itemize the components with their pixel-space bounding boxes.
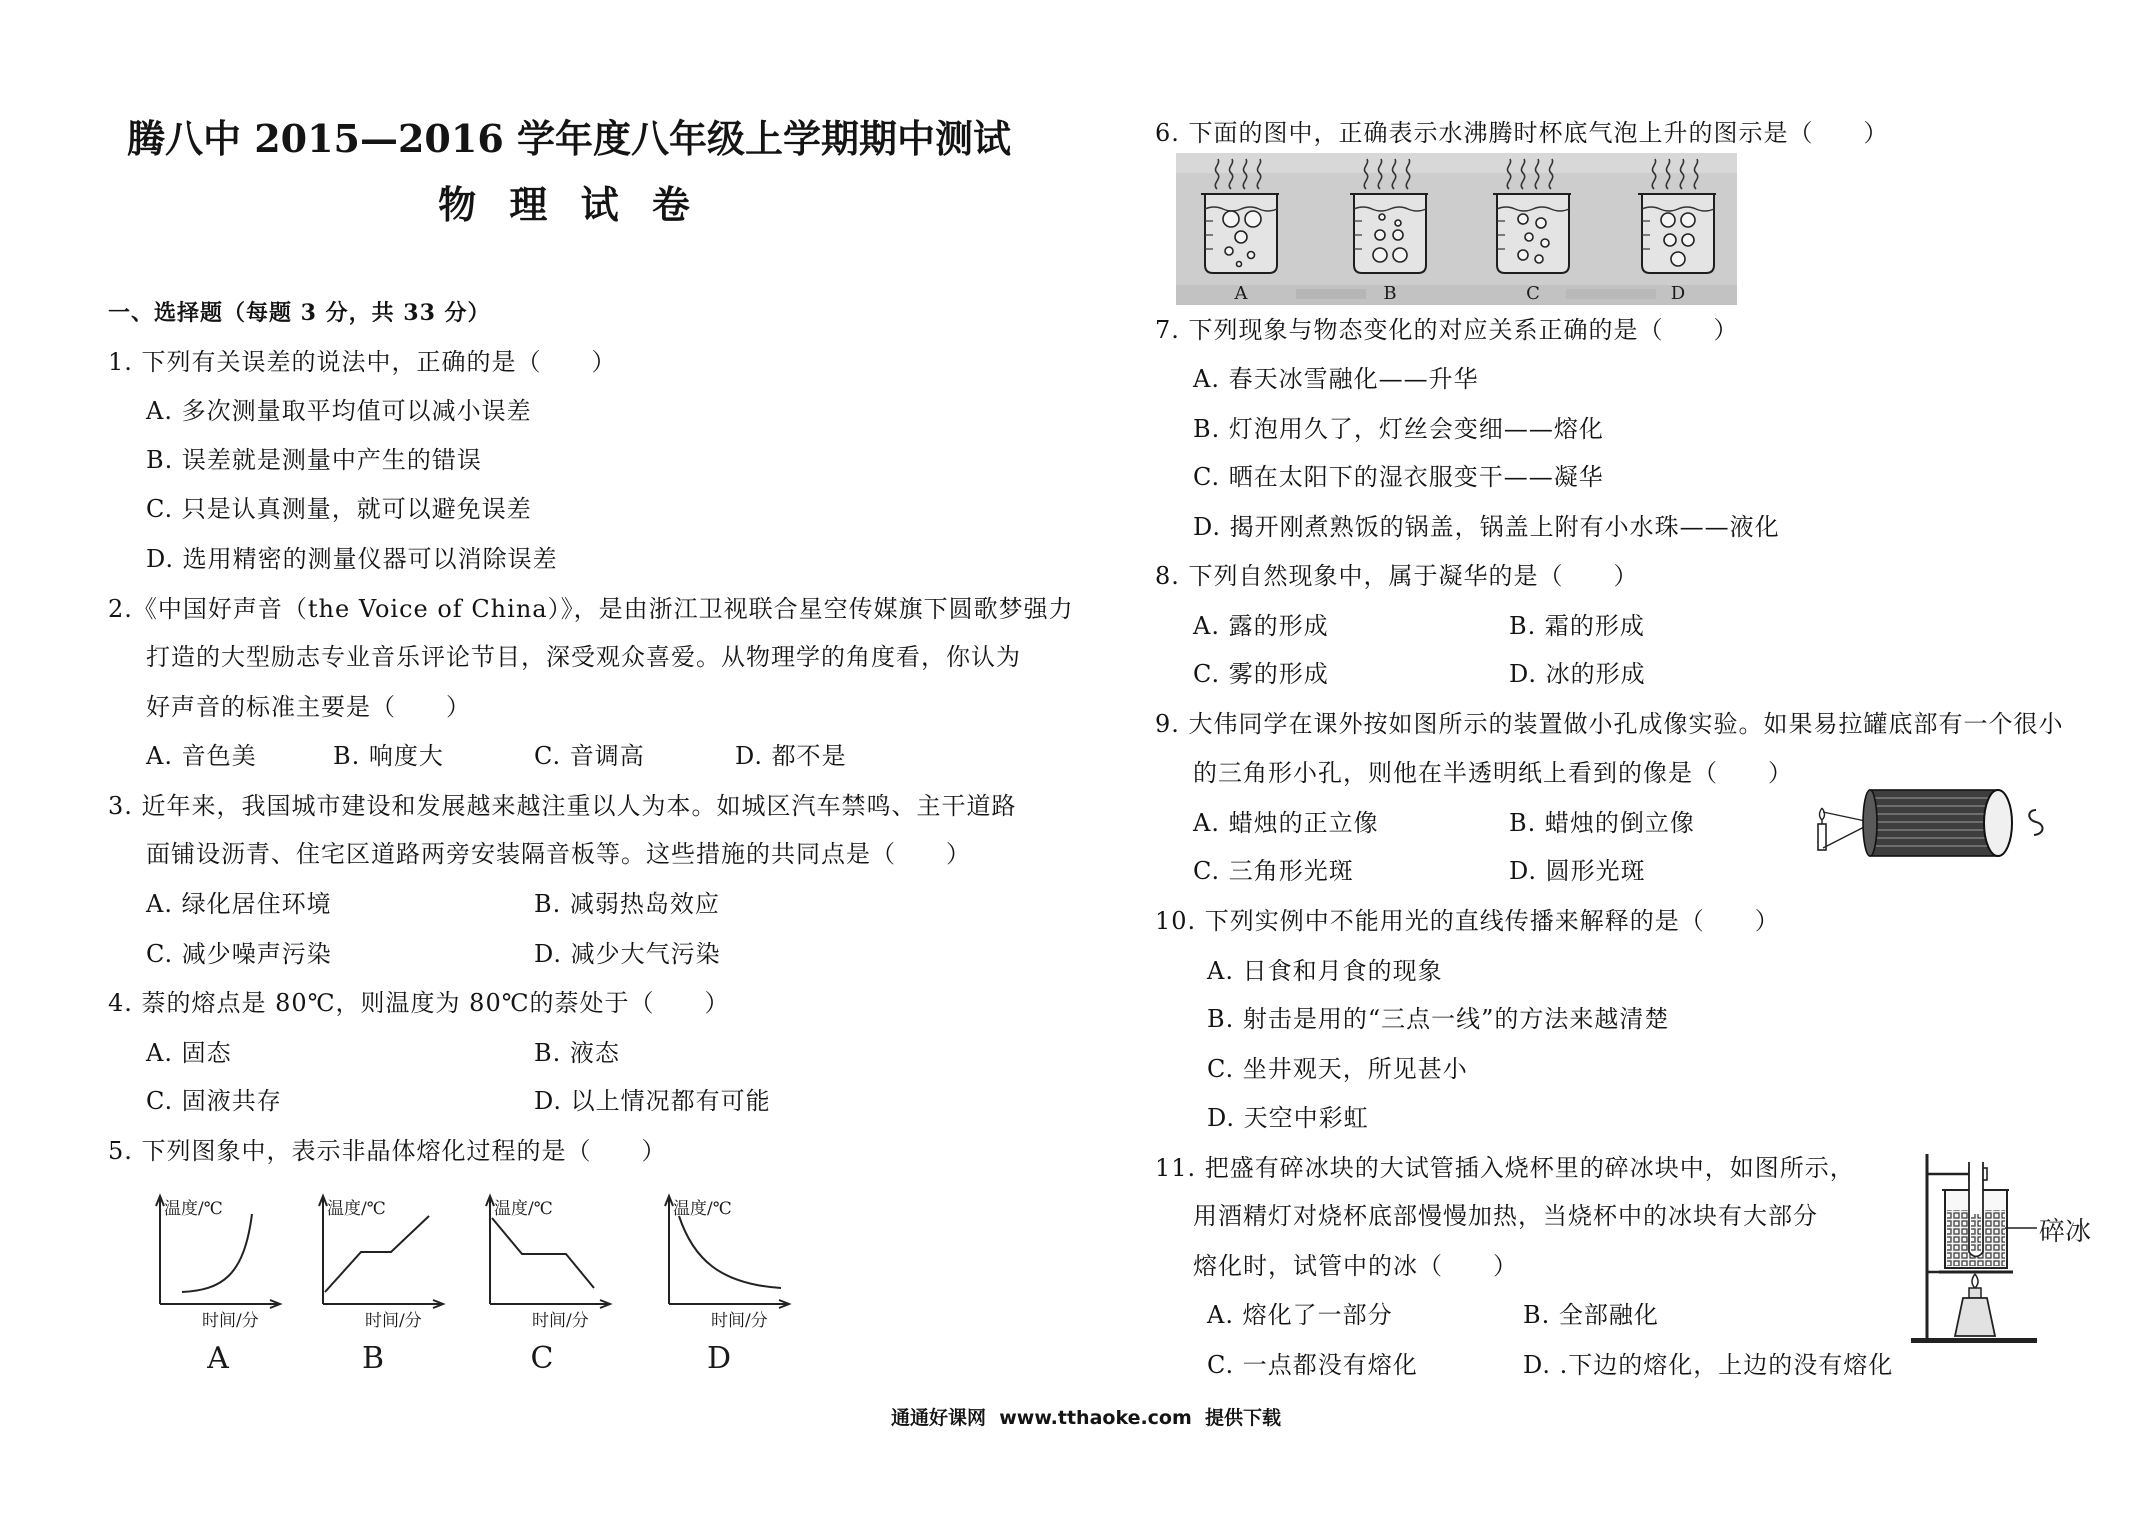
q1-option-d: D. 选用精密的测量仪器可以消除误差 — [146, 545, 558, 573]
q5-graph-c-y-label: 温度/℃ — [494, 1199, 553, 1219]
q3-option-b: B. 减弱热岛效应 — [534, 890, 720, 918]
q11-option-c: C. 一点都没有熔化 — [1207, 1351, 1418, 1379]
q9-option-c: C. 三角形光斑 — [1193, 857, 1354, 885]
q5-graph-c-curve — [492, 1218, 594, 1288]
q9-option-b: B. 蜡烛的倒立像 — [1509, 809, 1695, 837]
page-footer: 通通好课网 www.tthaoke.com 提供下载 — [890, 1407, 1282, 1429]
q3-stem-line-2: 面铺设沥青、住宅区道路两旁安装隔音板等。这些措施的共同点是（ ） — [146, 840, 971, 868]
q3-option-c: C. 减少噪声污染 — [146, 940, 332, 968]
q6-boiling-beakers-figure — [1176, 153, 1737, 305]
beaker-a-label: A — [1234, 283, 1248, 304]
eye-icon — [2029, 810, 2042, 835]
q5-stem: 5. 下列图象中，表示非晶体熔化过程的是（ ） — [108, 1137, 667, 1165]
q9-option-d: D. 圆形光斑 — [1509, 857, 1646, 885]
q10-option-d: D. 天空中彩虹 — [1207, 1104, 1369, 1132]
beaker-d-label: D — [1670, 283, 1686, 304]
q1-option-a: A. 多次测量取平均值可以减小误差 — [146, 397, 532, 425]
q5-graph-c — [470, 1188, 640, 1388]
q8-option-b: B. 霜的形成 — [1509, 612, 1645, 640]
q1-stem: 1. 下列有关误差的说法中，正确的是（ ） — [108, 348, 617, 376]
q2-stem-line-1: 2.《中国好声音（the Voice of China）》，是由浙江卫视联合星空传媒旗下圆歌梦强力 — [108, 595, 1074, 623]
q8-option-c: C. 雾的形成 — [1193, 660, 1329, 688]
q3-stem-line-1: 3. 近年来，我国城市建设和发展越来越注重以人为本。如城区汽车禁鸣、主干道路 — [108, 792, 1017, 820]
q11-option-b: B. 全部融化 — [1523, 1301, 1659, 1329]
q11-stem-line-2: 用酒精灯对烧杯底部慢慢加热，当烧杯中的冰块有大部分 — [1193, 1202, 1818, 1230]
q11-option-a: A. 熔化了一部分 — [1207, 1301, 1393, 1329]
q1-option-c: C. 只是认真测量，就可以避免误差 — [146, 495, 532, 523]
q5-graph-d-y-label: 温度/℃ — [673, 1199, 732, 1219]
q5-graph-d-letter: D — [706, 1341, 732, 1376]
q10-option-b: B. 射击是用的“三点一线”的方法来越清楚 — [1207, 1005, 1670, 1033]
q1-option-b: B. 误差就是测量中产生的错误 — [146, 446, 482, 474]
q11-stem-line-1: 11. 把盛有碎冰块的大试管插入烧杯里的碎冰块中，如图所示， — [1155, 1154, 1855, 1182]
q2-stem-line-3: 好声音的标准主要是（ ） — [146, 693, 471, 721]
q9-stem-line-2: 的三角形小孔，则他在半透明纸上看到的像是（ ） — [1193, 759, 1793, 787]
q4-option-a: A. 固态 — [146, 1039, 232, 1067]
q5-graph-d-x-label: 时间/分 — [711, 1311, 768, 1331]
q9-pinhole-camera-figure — [1812, 780, 2052, 866]
q2-stem-line-2: 打造的大型励志专业音乐评论节目，深受观众喜爱。从物理学的角度看，你认为 — [146, 643, 1021, 671]
exam-subtitle: 物 理 试 卷 — [438, 182, 700, 227]
q5-graph-a-letter: A — [207, 1341, 229, 1376]
q10-stem: 10. 下列实例中不能用光的直线传播来解释的是（ ） — [1155, 907, 1780, 935]
q2-option-b: B. 响度大 — [333, 742, 444, 770]
q8-option-d: D. 冰的形成 — [1509, 660, 1646, 688]
q5-graph-b-curve — [325, 1216, 429, 1292]
q4-option-c: C. 固液共存 — [146, 1087, 282, 1115]
q3-option-a: A. 绿化居住环境 — [146, 890, 332, 918]
test-tube-icon — [1969, 1162, 1983, 1257]
q5-graph-c-letter: C — [530, 1341, 554, 1376]
q11-option-d: D. .下边的熔化，上边的没有熔化 — [1523, 1351, 1894, 1379]
q9-stem-line-1: 9. 大伟同学在课外按如图所示的装置做小孔成像实验。如果易拉罐底部有一个很小 — [1155, 710, 2064, 738]
q5-graph-d-curve — [679, 1216, 781, 1288]
q5-graph-d — [649, 1188, 819, 1388]
q5-graph-a-curve — [182, 1214, 252, 1292]
beaker-c-label: C — [1526, 283, 1540, 304]
q7-stem: 7. 下列现象与物态变化的对应关系正确的是（ ） — [1155, 316, 1739, 344]
q5-graph-b — [303, 1188, 473, 1388]
exam-title: 腾八中 2015—2016 学年度八年级上学期期中测试 — [127, 116, 1011, 161]
q8-stem: 8. 下列自然现象中，属于凝华的是（ ） — [1155, 562, 1639, 590]
q5-graph-c-x-label: 时间/分 — [532, 1311, 589, 1331]
q2-option-d: D. 都不是 — [735, 742, 847, 770]
q4-option-d: D. 以上情况都有可能 — [534, 1087, 771, 1115]
q11-stem-line-3: 熔化时，试管中的冰（ ） — [1193, 1252, 1518, 1280]
beaker-b-label: B — [1383, 283, 1397, 304]
q7-option-a: A. 春天冰雪融化——升华 — [1193, 365, 1479, 393]
q5-graph-a-x-label: 时间/分 — [202, 1311, 259, 1331]
q5-graph-a-y-label: 温度/℃ — [164, 1199, 223, 1219]
q10-option-a: A. 日食和月食的现象 — [1207, 957, 1443, 985]
section-heading: 一、选择题（每题 3 分，共 33 分） — [108, 300, 491, 326]
q5-graph-b-y-label: 温度/℃ — [327, 1199, 386, 1219]
q5-graph-b-x-label: 时间/分 — [365, 1311, 422, 1331]
q2-option-c: C. 音调高 — [534, 742, 645, 770]
q5-graph-b-letter: B — [361, 1341, 385, 1376]
q7-option-c: C. 晒在太阳下的湿衣服变干——凝华 — [1193, 463, 1604, 491]
alcohol-lamp-icon — [1955, 1274, 1995, 1336]
q11-ice-melting-apparatus-figure — [1905, 1148, 2105, 1348]
candle-icon — [1818, 808, 1826, 850]
q4-option-b: B. 液态 — [534, 1039, 620, 1067]
q7-option-b: B. 灯泡用久了，灯丝会变细——熔化 — [1193, 415, 1604, 443]
q8-option-a: A. 露的形成 — [1193, 612, 1329, 640]
q7-option-d: D. 揭开刚煮熟饭的锅盖，锅盖上附有小水珠——液化 — [1193, 513, 1780, 541]
can-icon — [1863, 790, 2012, 856]
q6-stem: 6. 下面的图中，正确表示水沸腾时杯底气泡上升的图示是（ ） — [1155, 119, 1889, 147]
q2-option-a: A. 音色美 — [146, 742, 257, 770]
crushed-ice-label: 碎冰 — [2039, 1217, 2092, 1247]
q5-graph-a — [140, 1188, 310, 1388]
q4-stem: 4. 萘的熔点是 80℃，则温度为 80℃的萘处于（ ） — [108, 989, 730, 1017]
q10-option-c: C. 坐井观天，所见甚小 — [1207, 1055, 1468, 1083]
q9-option-a: A. 蜡烛的正立像 — [1193, 809, 1379, 837]
q3-option-d: D. 减少大气污染 — [534, 940, 721, 968]
